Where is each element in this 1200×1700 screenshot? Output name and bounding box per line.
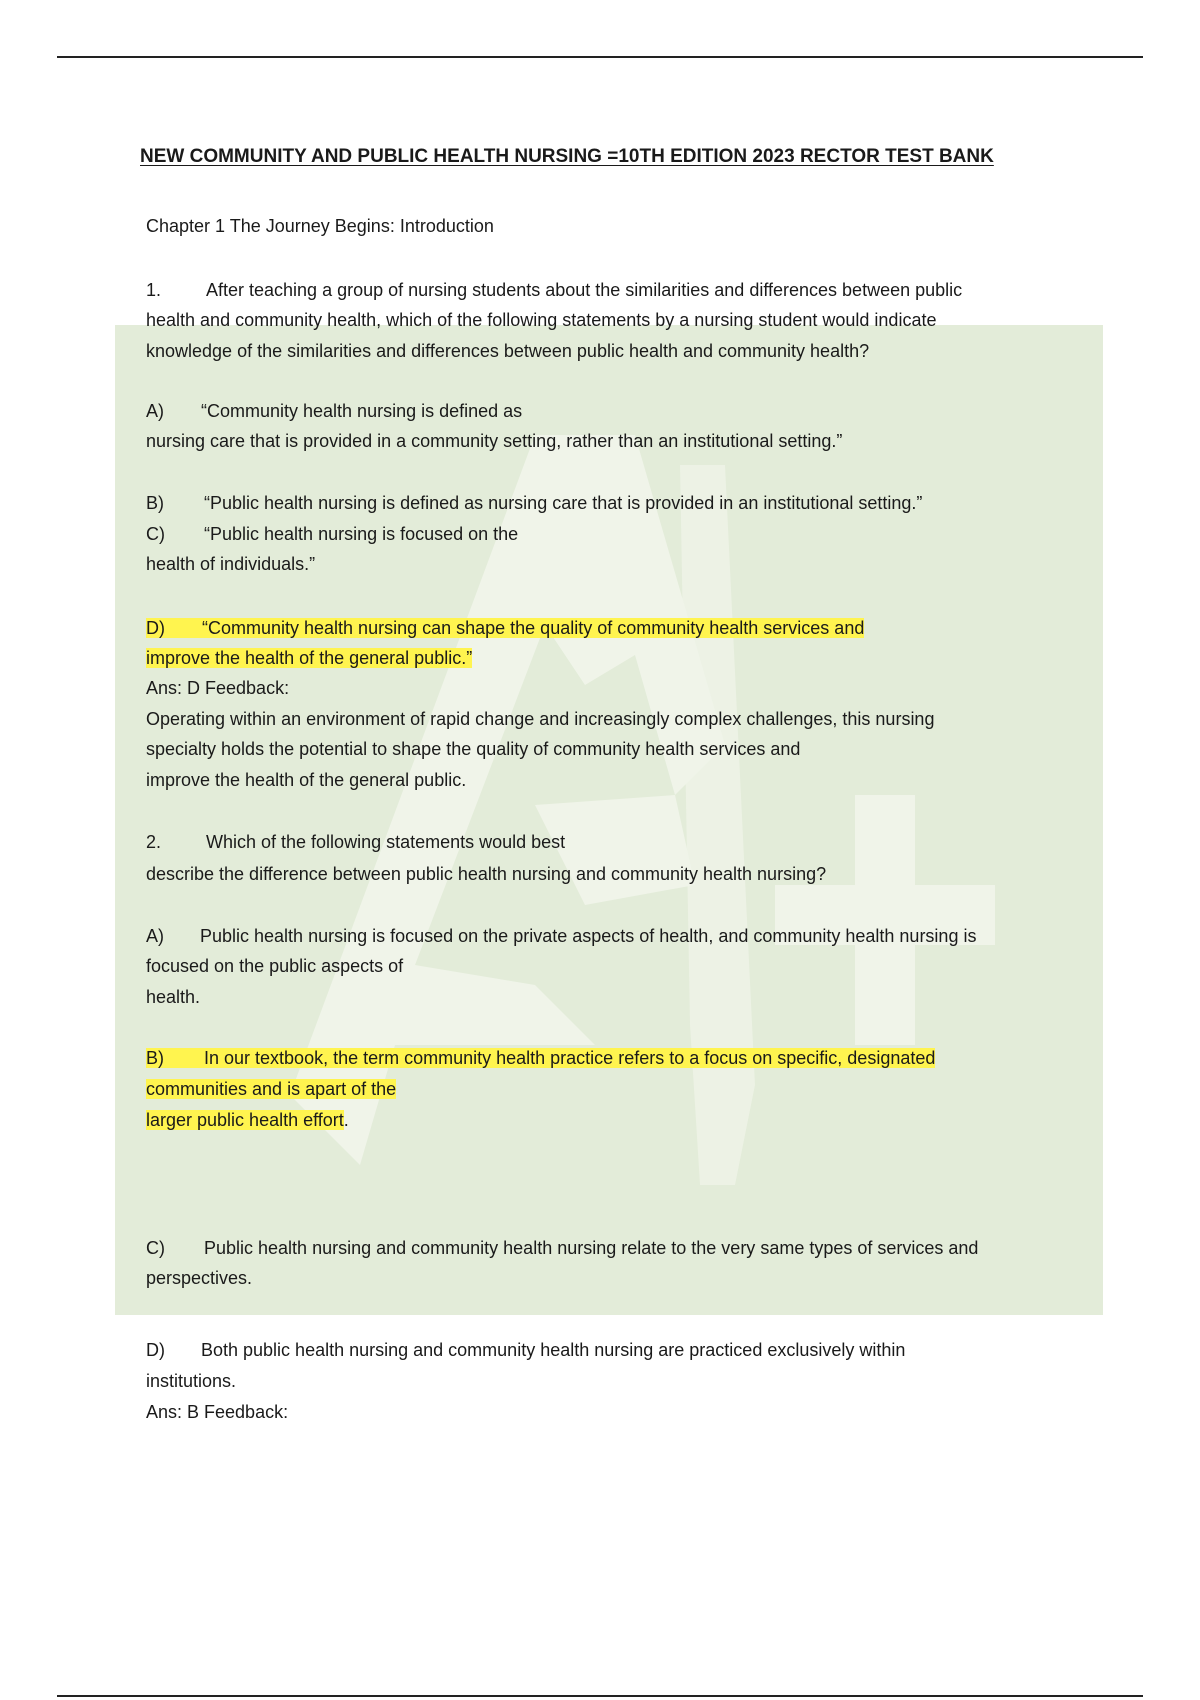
q2-option-b-text-3: larger public health effort — [146, 1110, 344, 1130]
q1-stem-line-3: knowledge of the similarities and differences between public health and community health? — [146, 341, 870, 361]
q2-option-b-line-2 — [146, 1077, 396, 1101]
q2-option-d-text-1: Both public health nursing and community health nursing are practiced exclusively within — [201, 1340, 906, 1360]
q1-feedback-line-3: improve the health of the general public. — [146, 770, 467, 790]
q1-feedback-line-1: Operating within an environment of rapid change and increasingly complex challenges, this nursing — [146, 709, 935, 729]
q2-option-b-line-1 — [146, 1046, 935, 1070]
q2-option-b-text-2: communities and is apart of the — [146, 1079, 397, 1099]
q1-option-b-text: “Public health nursing is defined as nursing care that is provided in an institutional setting.” — [204, 493, 923, 513]
q1-option-b-line-1 — [146, 491, 922, 515]
q1-option-d-line-2 — [146, 646, 472, 670]
q2-stem-line-1 — [146, 830, 565, 854]
q1-stem-line-2: health and community health, which of the following statements by a nursing student would indicate — [146, 310, 937, 330]
q2-option-c-label: C) — [146, 1238, 165, 1258]
q1-number: 1. — [146, 280, 162, 300]
top-rule — [57, 56, 1143, 58]
document-title: NEW COMMUNITY AND PUBLIC HEALTH NURSING =10TH EDITION 2023 RECTOR TEST BANK — [140, 146, 994, 167]
q2-option-d-label: D) — [146, 1340, 165, 1360]
q2-option-a-line-2: focused on the public aspects of — [146, 956, 404, 976]
a-plus-watermark-icon — [115, 325, 1103, 1315]
q2-option-a-label: A) — [146, 926, 164, 946]
q2-option-b-line-3 — [146, 1108, 349, 1132]
q2-answer: Ans: B Feedback: — [146, 1402, 289, 1422]
q1-option-d-text-1: “Community health nursing can shape the quality of community health services and — [202, 618, 865, 638]
bottom-rule — [57, 1695, 1143, 1697]
watermark — [115, 325, 1103, 1315]
chapter-heading: Chapter 1 The Journey Begins: Introduction — [146, 216, 494, 236]
q2-number: 2. — [146, 832, 162, 852]
q2-option-c-line-2: perspectives. — [146, 1268, 253, 1288]
q1-stem-line-1 — [146, 278, 962, 302]
q2-option-a-line-3: health. — [146, 987, 201, 1007]
q2-option-b-label: B) — [146, 1048, 164, 1068]
q1-option-a-line-2: nursing care that is provided in a community setting, rather than an institutional setting.” — [146, 431, 843, 451]
q1-stem-text-1: After teaching a group of nursing students about the similarities and differences between public — [206, 280, 963, 300]
q1-option-c-text-1: “Public health nursing is focused on the — [204, 524, 519, 544]
q2-option-b-period: . — [343, 1110, 349, 1130]
q1-option-d-line-1 — [146, 616, 864, 640]
q2-option-b-text-1: In our textbook, the term community health practice refers to a focus on specific, designated — [204, 1048, 936, 1068]
q1-feedback-line-2: specialty holds the potential to shape the quality of community health services and — [146, 739, 801, 759]
q1-option-b-label: B) — [146, 493, 164, 513]
q2-option-a-text-1: Public health nursing is focused on the private aspects of health, and community health nursing is — [200, 926, 977, 946]
q1-option-d-label: D) — [146, 618, 165, 638]
q2-option-d-line-2: institutions. — [146, 1371, 237, 1391]
q1-option-d-text-2: improve the health of the general public.” — [146, 648, 473, 668]
q1-option-c-label: C) — [146, 524, 165, 544]
q1-option-c-line-1 — [146, 522, 518, 546]
q2-option-a-line-1 — [146, 924, 976, 948]
q2-option-d-line-1 — [146, 1338, 905, 1362]
q2-option-c-line-1 — [146, 1236, 978, 1260]
q1-option-a-text-1: “Community health nursing is defined as — [201, 401, 523, 421]
q1-answer: Ans: D Feedback: — [146, 678, 290, 698]
q1-option-a-label: A) — [146, 401, 164, 421]
q1-option-c-line-2: health of individuals.” — [146, 554, 316, 574]
q2-stem-text-1: Which of the following statements would best — [206, 832, 566, 852]
q2-option-c-text-1: Public health nursing and community health nursing relate to the very same types of services and — [204, 1238, 979, 1258]
q1-option-a-line-1 — [146, 399, 522, 423]
q2-stem-line-2: describe the difference between public health nursing and community health nursing? — [146, 864, 827, 884]
